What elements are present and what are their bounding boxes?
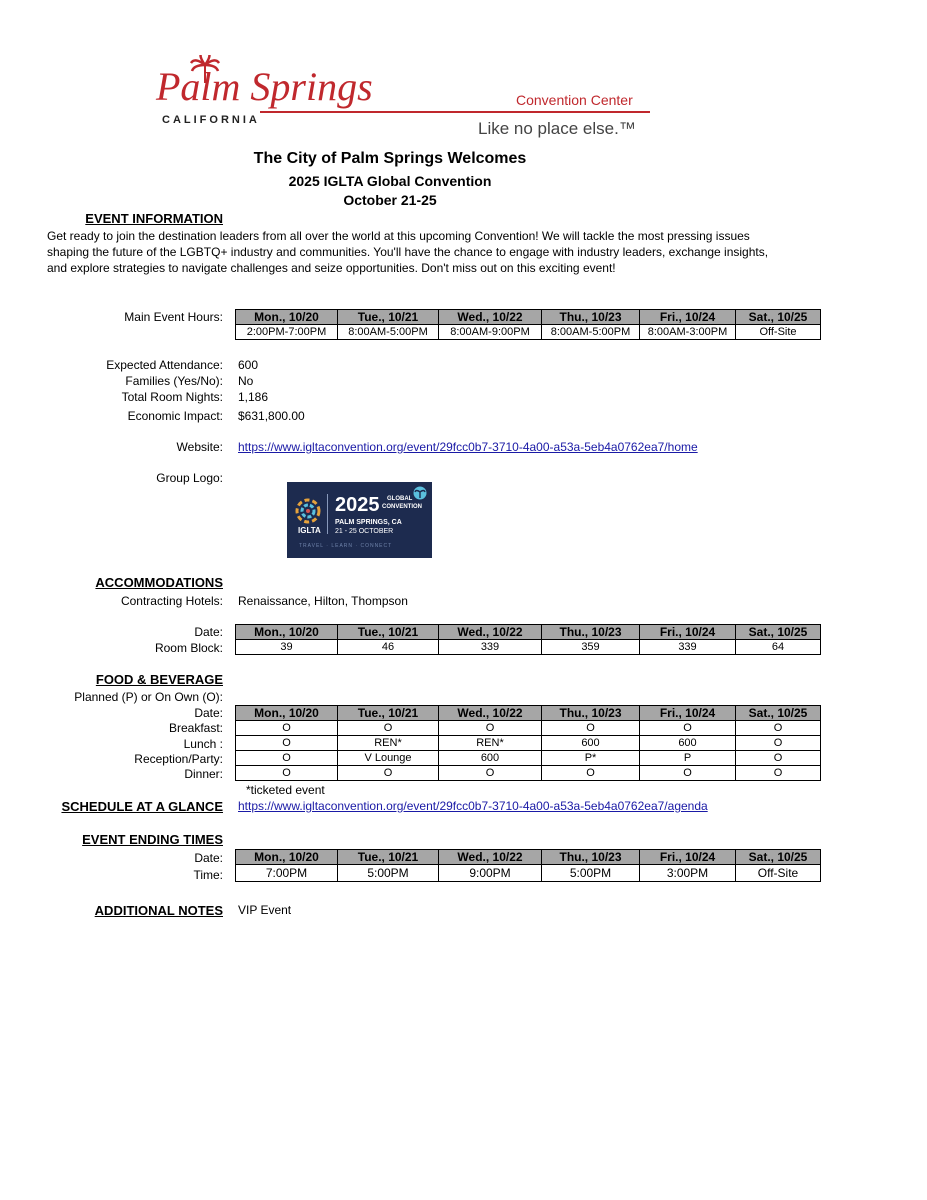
dinner-label: Dinner: [184, 767, 223, 781]
day-header: Wed., 10/22 [439, 850, 542, 865]
room-block-row [236, 640, 821, 655]
day-header: Mon., 10/20 [236, 706, 338, 721]
day-header: Sat., 10/25 [736, 310, 821, 325]
fb-cell: O [542, 721, 640, 736]
day-header: Thu., 10/23 [542, 850, 640, 865]
reception-row [236, 751, 821, 766]
day-header: Thu., 10/23 [542, 625, 640, 640]
day-header: Wed., 10/22 [439, 706, 542, 721]
main-event-hours-label: Main Event Hours: [124, 310, 223, 324]
group-logo-label: Group Logo: [156, 471, 223, 485]
logo-global: GLOBAL [387, 496, 413, 502]
lunch-row [236, 736, 821, 751]
website-label: Website: [176, 440, 223, 454]
contracting-hotels-label: Contracting Hotels: [120, 594, 223, 608]
ending-date-label: Date: [194, 851, 223, 865]
room-block-cell: 339 [640, 640, 736, 655]
ending-time-row [236, 865, 821, 882]
breakfast-row [236, 721, 821, 736]
logo-tagline: Like no place else.™ [478, 119, 636, 138]
dinner-row [236, 766, 821, 781]
food-beverage-heading: FOOD & BEVERAGE [95, 672, 223, 687]
logo-place: PALM SPRINGS, CA [335, 519, 402, 526]
fb-cell: V Lounge [338, 751, 439, 766]
ending-time-cell: 5:00PM [338, 865, 439, 882]
iglta-globe-icon [295, 498, 321, 524]
event-name: 2025 IGLTA Global Convention [288, 173, 492, 189]
hours-cell: 8:00AM-5:00PM [338, 325, 439, 340]
schedule-heading: SCHEDULE AT A GLANCE [61, 799, 223, 814]
day-header: Mon., 10/20 [236, 625, 338, 640]
hours-cell: 2:00PM-7:00PM [236, 325, 338, 340]
fb-cell: O [338, 721, 439, 736]
accom-date-label: Date: [194, 625, 223, 639]
fb-cell: O [236, 751, 338, 766]
day-header: Fri., 10/24 [640, 706, 736, 721]
fb-cell: O [236, 736, 338, 751]
fb-cell: O [236, 766, 338, 781]
day-header: Thu., 10/23 [542, 706, 640, 721]
fb-date-label: Date: [194, 706, 223, 720]
room-block-cell: 39 [236, 640, 338, 655]
logo-org: IGLTA [298, 526, 321, 535]
room-nights-label: Total Room Nights: [121, 390, 223, 404]
fb-cell: O [439, 766, 542, 781]
ticketed-footnote: *ticketed event [246, 783, 325, 797]
fb-cell: O [640, 766, 736, 781]
days-header-row [236, 850, 821, 865]
room-block-cell: 46 [338, 640, 439, 655]
fb-cell: 600 [640, 736, 736, 751]
fb-cell: 600 [542, 736, 640, 751]
day-header: Tue., 10/21 [338, 625, 439, 640]
accommodations-heading: ACCOMMODATIONS [95, 575, 223, 590]
hours-cell: 8:00AM-3:00PM [640, 325, 736, 340]
day-header: Mon., 10/20 [236, 310, 338, 325]
fb-cell: O [542, 766, 640, 781]
food-beverage-table [235, 705, 821, 781]
days-header-row [236, 706, 821, 721]
ending-times-table [235, 849, 821, 882]
room-block-cell: 64 [736, 640, 821, 655]
hours-cell: 8:00AM-5:00PM [542, 325, 640, 340]
fb-cell: REN* [439, 736, 542, 751]
description-line: shaping the future of the LGBTQ+ industry and communities. You'll have the chance to engage with industry leaders, exchange insights, [47, 245, 769, 259]
day-header: Thu., 10/23 [542, 310, 640, 325]
planned-label: Planned (P) or On Own (O): [74, 690, 223, 704]
logo-convention-center: Convention Center [516, 92, 633, 108]
fb-cell: O [640, 721, 736, 736]
logo-motto: TRAVEL · LEARN · CONNECT [299, 543, 393, 549]
logo-california: CALIFORNIA [162, 114, 260, 126]
event-dates: October 21-25 [343, 192, 437, 208]
day-header: Tue., 10/21 [338, 706, 439, 721]
attendance-value: 600 [238, 358, 259, 372]
logo-dates: 21 - 25 OCTOBER [335, 528, 394, 535]
fb-cell: REN* [338, 736, 439, 751]
day-header: Mon., 10/20 [236, 850, 338, 865]
event-description [47, 228, 867, 276]
agenda-link[interactable]: https://www.igltaconvention.org/event/29fcc0b7-3710-4a00-a53a-5eb4a0762ea7/agenda [238, 799, 708, 813]
families-value: No [238, 374, 254, 388]
attendance-label: Expected Attendance: [106, 358, 223, 372]
logo-divider [260, 111, 650, 113]
logo-wordmark: Palm Springs [156, 64, 373, 109]
ending-time-cell: Off-Site [736, 865, 821, 882]
iglta-convention-logo [287, 482, 432, 558]
palm-icon [413, 486, 427, 500]
families-label: Families (Yes/No): [125, 374, 223, 388]
ending-time-cell: 5:00PM [542, 865, 640, 882]
additional-notes-heading: ADDITIONAL NOTES [94, 903, 223, 918]
page-title: The City of Palm Springs Welcomes [253, 150, 527, 167]
hours-cell: 8:00AM-9:00PM [439, 325, 542, 340]
ending-time-cell: 9:00PM [439, 865, 542, 882]
day-header: Tue., 10/21 [338, 310, 439, 325]
day-header: Wed., 10/22 [439, 625, 542, 640]
economic-impact-value: $631,800.00 [238, 409, 305, 423]
ending-time-cell: 3:00PM [640, 865, 736, 882]
day-header: Fri., 10/24 [640, 850, 736, 865]
main-event-hours-table [235, 309, 821, 340]
room-block-label: Room Block: [154, 641, 223, 655]
fb-cell: 600 [439, 751, 542, 766]
fb-cell: O [338, 766, 439, 781]
palm-springs-logo [150, 55, 655, 145]
description-line: and explore strategies to navigate challenges and seize opportunities. Don't miss out on this exciting event! [47, 261, 616, 275]
fb-cell: O [736, 751, 821, 766]
lunch-label: Lunch : [183, 737, 223, 751]
ending-time-cell: 7:00PM [236, 865, 338, 882]
room-block-cell: 339 [439, 640, 542, 655]
reception-label: Reception/Party: [134, 752, 223, 766]
fb-cell: O [736, 736, 821, 751]
logo-convention: CONVENTION [382, 504, 423, 510]
hours-row [236, 325, 821, 340]
economic-impact-label: Economic Impact: [127, 409, 223, 423]
logo-divider-line [327, 494, 328, 534]
day-header: Sat., 10/25 [736, 625, 821, 640]
website-link[interactable]: https://www.igltaconvention.org/event/29fcc0b7-3710-4a00-a53a-5eb4a0762ea7/home [238, 440, 698, 454]
day-header: Fri., 10/24 [640, 625, 736, 640]
day-header: Fri., 10/24 [640, 310, 736, 325]
ending-times-heading: EVENT ENDING TIMES [82, 832, 223, 847]
day-header: Wed., 10/22 [439, 310, 542, 325]
day-header: Tue., 10/21 [338, 850, 439, 865]
breakfast-label: Breakfast: [168, 721, 223, 735]
day-header: Sat., 10/25 [736, 850, 821, 865]
days-header-row [236, 625, 821, 640]
fb-cell: O [236, 721, 338, 736]
logo-year: 2025 [335, 494, 380, 516]
additional-notes-value: VIP Event [238, 903, 292, 917]
fb-cell: P* [542, 751, 640, 766]
days-header-row [236, 310, 821, 325]
room-nights-value: 1,186 [238, 390, 269, 404]
room-block-table [235, 624, 821, 655]
contracting-hotels-value: Renaissance, Hilton, Thompson [238, 594, 408, 608]
event-info-heading: EVENT INFORMATION [85, 211, 223, 226]
fb-cell: O [736, 721, 821, 736]
fb-cell: O [736, 766, 821, 781]
fb-cell: P [640, 751, 736, 766]
hours-cell: Off-Site [736, 325, 821, 340]
room-block-cell: 359 [542, 640, 640, 655]
ending-time-label: Time: [193, 868, 223, 882]
fb-cell: O [439, 721, 542, 736]
description-line: Get ready to join the destination leaders from all over the world at this upcoming Convention! We will tackle the most pressing issues [47, 229, 750, 243]
day-header: Sat., 10/25 [736, 706, 821, 721]
